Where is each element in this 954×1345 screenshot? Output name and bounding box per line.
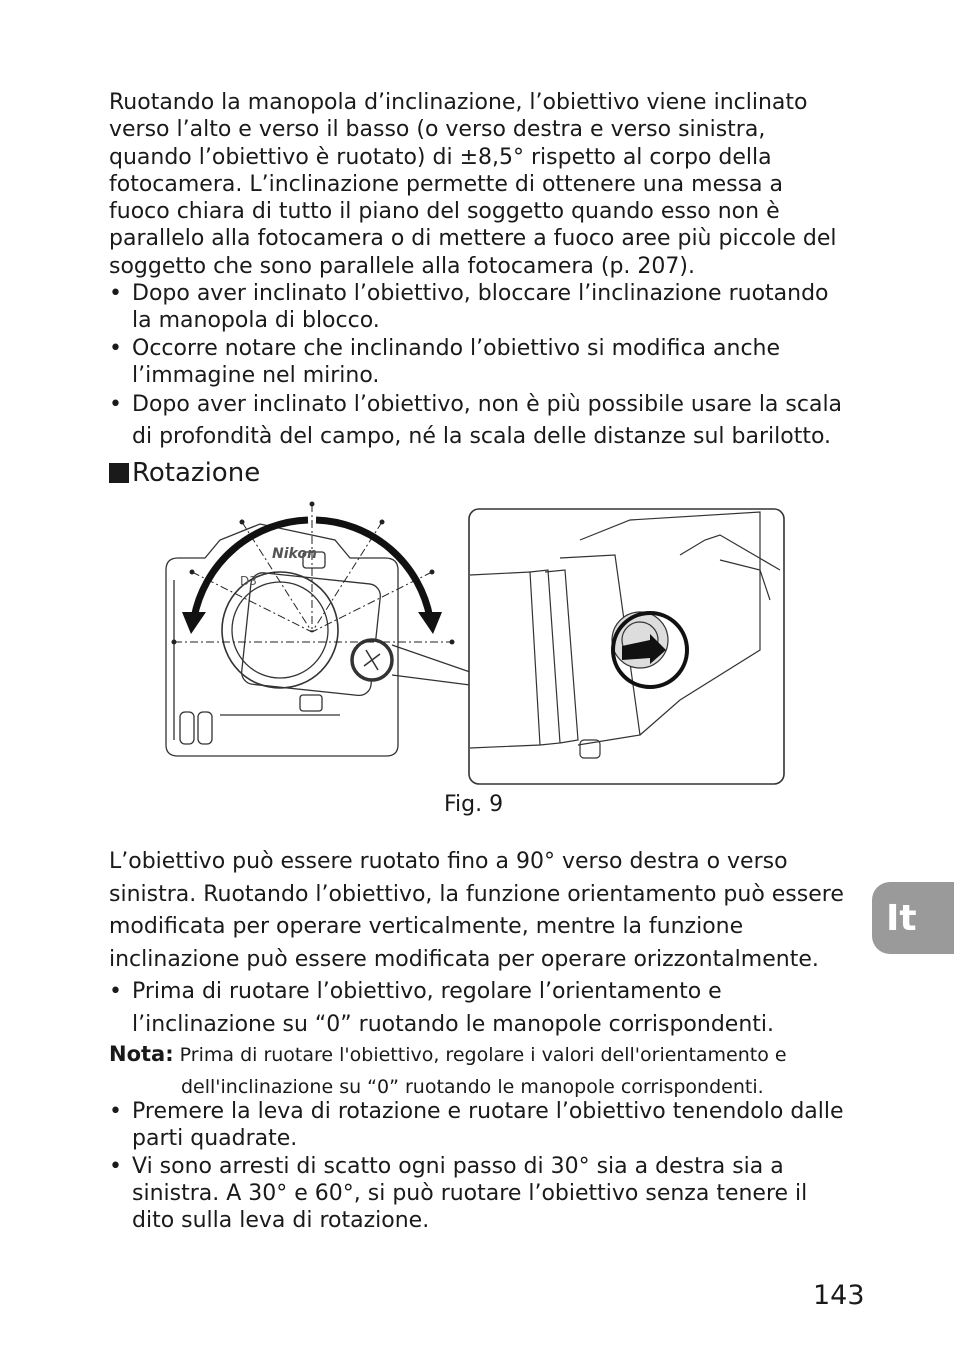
figure-caption: Fig. 9 (444, 792, 504, 817)
section-heading-text: Rotazione (132, 458, 261, 488)
camera-front-illustration (166, 524, 398, 756)
square-bullet-icon (109, 463, 129, 483)
rotation-figure (160, 500, 790, 790)
rotation-bullet-reset: • Prima di ruotare l’obiettivo, regolare l’orientamento e l’inclinazione su “0” ruotando le manopole corrispondenti. (109, 976, 854, 1041)
intro-bullet-viewfinder: • Occorre notare che inclinando l’obiettivo si modifica anche l’immagine nel mirino. (109, 335, 849, 390)
camera-model-label: D3 (240, 574, 257, 588)
intro-paragraph: Ruotando la manopola d’inclinazione, l’obiettivo viene inclinato verso l’alto e verso il basso (o verso destra e verso sinistra, quando l’obiettivo è ruotato) di ±8,5° rispetto al corpo della fotocamera. L’inclinazione permette di ottenere una messa a fuoco chiara di tutto il piano del soggetto quando esso non è parallelo alla fotocamera o di mettere a fuoco aree più piccole del soggetto che sono parallele alla fotocamera (p. 207). (109, 90, 837, 279)
rotation-paragraph: L’obiettivo può essere ruotato fino a 90° verso destra o verso sinistra. Ruotando l’obiettivo, la funzione orientamento può essere modificata per operare verticalmente, mentre la funzione inclinazione può essere modificata per operare orizzontalmente. (109, 849, 844, 972)
language-tab: It (872, 882, 954, 954)
detail-connector (392, 645, 470, 685)
intro-bullet-scale: • Dopo aver inclinato l’obiettivo, non è più possibile usare la scala di profondità del campo, né la scala delle distanze sul barilotto. (109, 389, 849, 453)
note-block (109, 1038, 854, 1103)
note-line-2: dell'inclinazione su “0” ruotando le manopole corrispondenti. (181, 1076, 764, 1098)
page-number: 143 (813, 1280, 865, 1311)
note-line-1: Prima di ruotare l'obiettivo, regolare i valori dell'orientamento e (179, 1044, 787, 1066)
note-label: Nota: (109, 1042, 174, 1066)
bullet-click-stops: • Vi sono arresti di scatto ogni passo di 30° sia a destra sia a sinistra. A 30° e 60°, si può ruotare l’obiettivo senza tenere il dito sulla leva di rotazione. (109, 1153, 854, 1235)
bullet-press-lever: • Premere la leva di rotazione e ruotare l’obiettivo tenendolo dalle parti quadrate. (109, 1098, 854, 1153)
section-heading (109, 458, 260, 488)
intro-block (109, 89, 849, 453)
camera-brand-label: Nikon (272, 546, 317, 562)
rotation-bullets (109, 1098, 854, 1234)
rotation-text-block (109, 846, 854, 1041)
intro-bullet-lock: • Dopo aver inclinato l’obiettivo, bloccare l’inclinazione ruotando la manopola di blocco. (109, 280, 849, 335)
lens-side-detail (469, 509, 784, 784)
